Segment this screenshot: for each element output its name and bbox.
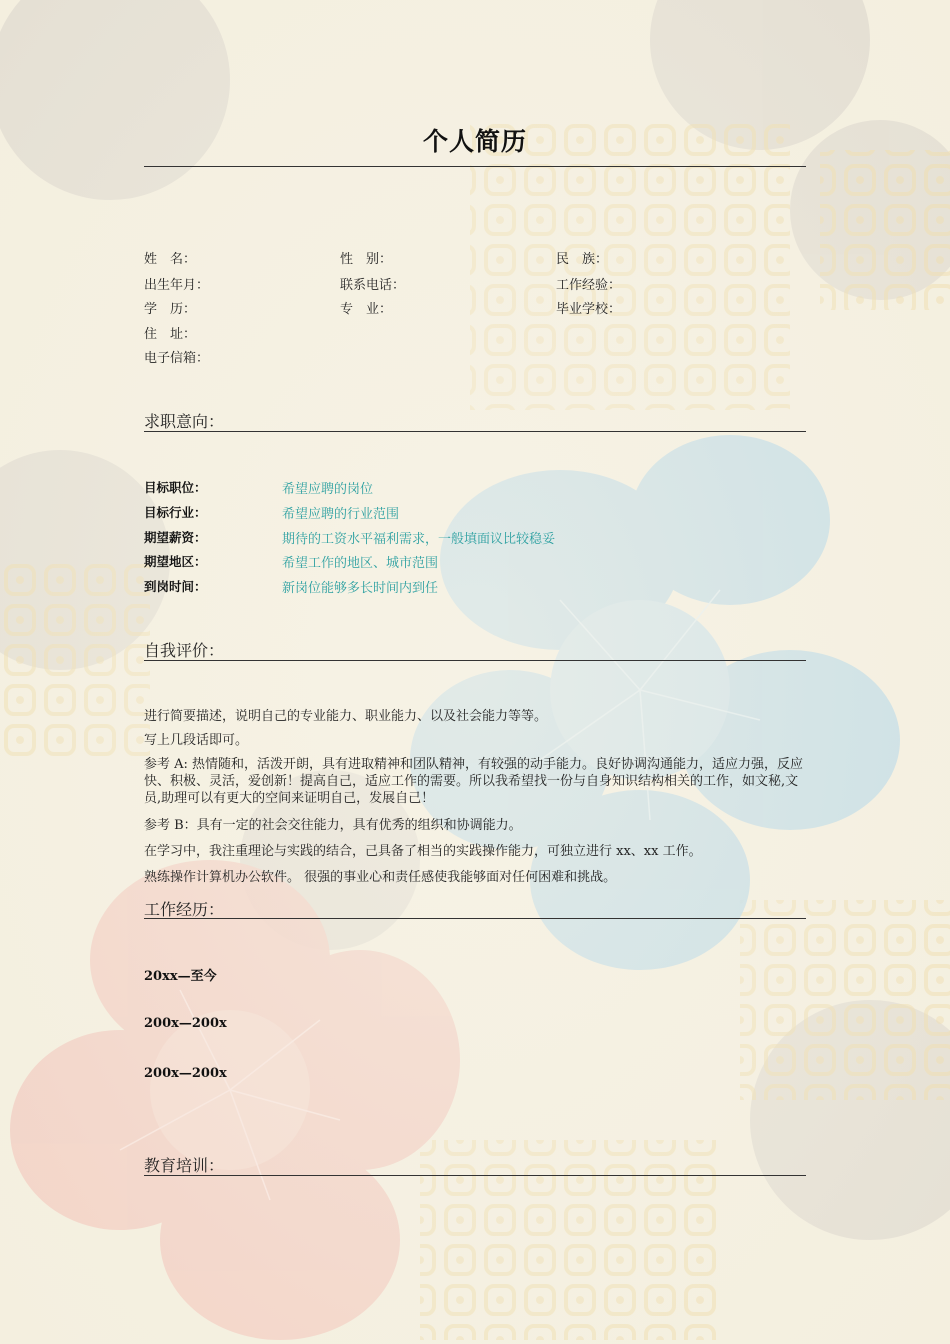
education-heading: 教育培训： — [144, 1156, 225, 1175]
education-level-label: 学 历： — [144, 302, 197, 317]
evaluation-paragraph: 参考 A: 热情随和，活泼开朗，具有进取精神和团队精神，有较强的动手能力。良好协调沟通能力，适应力强，反应快、积极、灵活，爱创新！提高自己，适应工作的需要。所以我希望找一份与自身知识结构相关的工作，如文秘,文员,助理可以有更大的空间来证明自己，发展自己！ — [144, 757, 804, 806]
job-row — [144, 552, 744, 572]
job-row — [144, 478, 744, 498]
evaluation-paragraph: 进行简要描述，说明自己的专业能力、职业能力、以及社会能力等等。 — [144, 709, 548, 724]
job-row-label: 目标职位： — [144, 480, 207, 495]
job-row — [144, 528, 744, 548]
job-row-label: 目标行业： — [144, 505, 207, 520]
self-evaluation-heading: 自我评价： — [144, 641, 225, 660]
title-divider — [144, 166, 806, 167]
evaluation-paragraph: 熟练操作计算机办公软件。 很强的事业心和责任感使我能够面对任何困难和挑战。 — [144, 870, 617, 885]
job-intention-heading: 求职意向： — [144, 412, 225, 431]
email-label: 电子信箱： — [144, 351, 210, 366]
job-row-value: 希望工作的地区、城市范围 — [282, 556, 439, 571]
major-label: 专 业： — [340, 302, 393, 317]
phone-label: 联系电话： — [340, 278, 406, 293]
evaluation-paragraph: 参考 B：具有一定的社会交往能力，具有优秀的组织和协调能力。 — [144, 818, 522, 833]
job-row-value: 期待的工资水平福利需求，一般填面议比较稳妥 — [282, 532, 556, 547]
address-label: 住 址： — [144, 327, 197, 342]
work-period: 200x—200x — [144, 1066, 227, 1081]
name-label: 姓 名： — [144, 252, 197, 267]
job-row-value: 希望应聘的行业范围 — [282, 507, 400, 522]
self-evaluation-divider — [144, 660, 806, 661]
job-row-label: 到岗时间： — [144, 579, 207, 594]
job-row-value: 希望应聘的岗位 — [282, 482, 374, 497]
ethnicity-label: 民 族： — [556, 252, 609, 267]
school-label: 毕业学校： — [556, 302, 622, 317]
job-row — [144, 577, 744, 597]
birth-label: 出生年月： — [144, 278, 210, 293]
work-period: 20xx—至今 — [144, 969, 217, 984]
job-intention-divider — [144, 431, 806, 432]
evaluation-paragraph: 在学习中，我注重理论与实践的结合，己具备了相当的实践操作能力，可独立进行 xx、xx 工作。 — [144, 844, 702, 859]
work-experience-heading: 工作经历： — [144, 900, 225, 919]
gender-label: 性 别： — [340, 252, 393, 267]
evaluation-paragraph: 写上几段话即可。 — [144, 733, 249, 748]
education-divider — [144, 1175, 806, 1176]
work-experience-divider — [144, 918, 806, 919]
job-row-label: 期望薪资： — [144, 530, 207, 545]
job-row — [144, 503, 744, 523]
job-row-value: 新岗位能够多长时间内到任 — [282, 581, 439, 596]
job-row-label: 期望地区： — [144, 554, 207, 569]
work-period: 200x—200x — [144, 1016, 227, 1031]
page-title: 个人简历 — [422, 127, 527, 156]
experience-label: 工作经验： — [556, 278, 622, 293]
